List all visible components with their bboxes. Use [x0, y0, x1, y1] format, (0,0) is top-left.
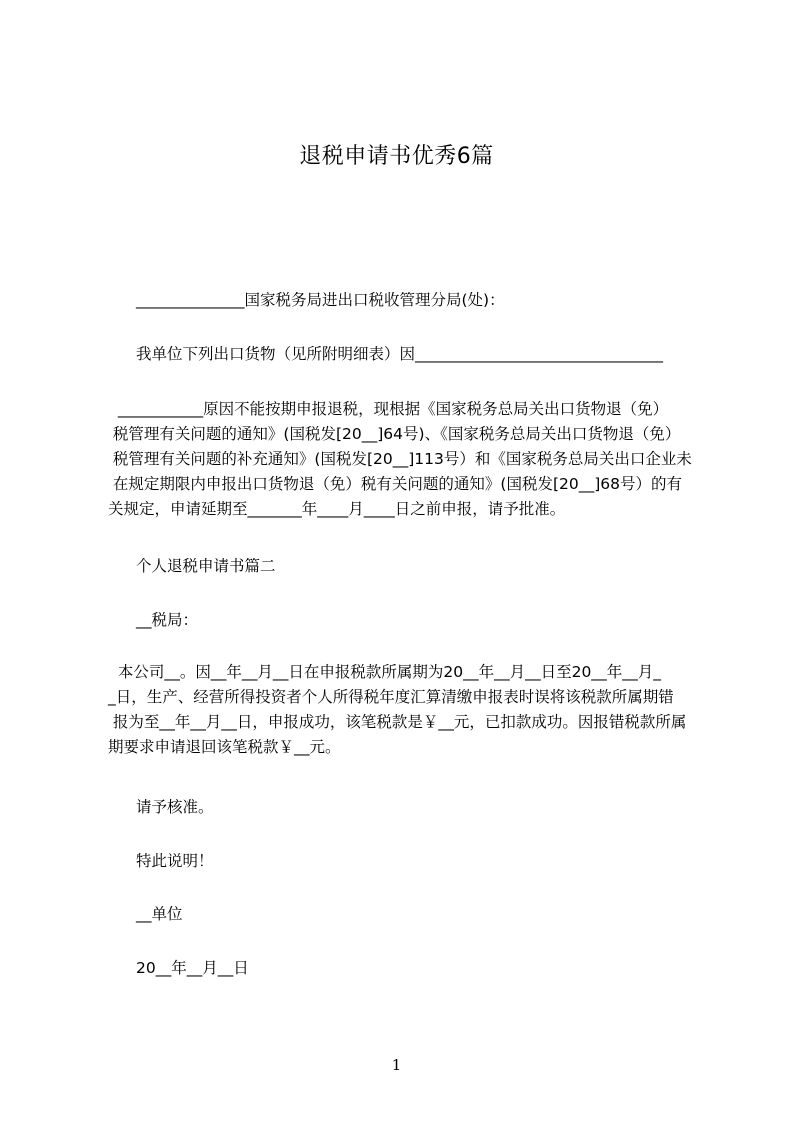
unit-line: __单位 [136, 905, 183, 923]
paragraph-line: 本公司__。因__年__月__日在申报税款所属期为20__年__月__日至20__年__月_ [108, 663, 662, 681]
goods-line: 我单位下列出口货物（见所附明细表）因________________________________ [136, 345, 664, 363]
request-line: 请予核准。 [136, 798, 214, 816]
paragraph-line: ___________原因不能按期申报退税，现根据《国家税务总局关出口货物退（免） [108, 400, 669, 418]
reason-paragraph [108, 397, 708, 522]
statement-line: 特此说明！ [136, 852, 214, 870]
address-line: ______________国家税务局进出口税收管理分局(处)： [136, 291, 505, 309]
paragraph-line: 税管理有关问题的补充通知》(国税发[20__]113号）和《国家税务总局关出口企业未 [108, 450, 692, 468]
section-heading: 个人退税申请书篇二 [136, 557, 276, 575]
date-line: 20__年__月__日 [136, 959, 249, 977]
tax-bureau-line: __税局： [136, 611, 199, 629]
document-title: 退税申请书优秀6篇 [299, 144, 494, 169]
paragraph-line: 关规定，申请延期至_______年____月____日之前申报，请予批准。 [108, 500, 566, 518]
paragraph-line: _日，生产、经营所得投资者个人所得税年度汇算清缴申报表时误将该税款所属期错 [108, 688, 674, 706]
paragraph-line: 期要求申请退回该笔税款￥__元。 [108, 738, 341, 756]
paragraph-line: 报为至__年__月__日，申报成功，该笔税款是￥__元，已扣款成功。因报错税款所属 [108, 713, 687, 731]
paragraph-line: 税管理有关问题的通知》(国税发[20__]64号)、《国家税务总局关出口货物退（免） [108, 425, 681, 443]
page-number: 1 [391, 1056, 402, 1074]
paragraph-line: 在规定期限内申报出口货物退（免）税有关问题的通知》(国税发[20__]68号）的有 [108, 475, 683, 493]
company-paragraph [108, 660, 708, 760]
